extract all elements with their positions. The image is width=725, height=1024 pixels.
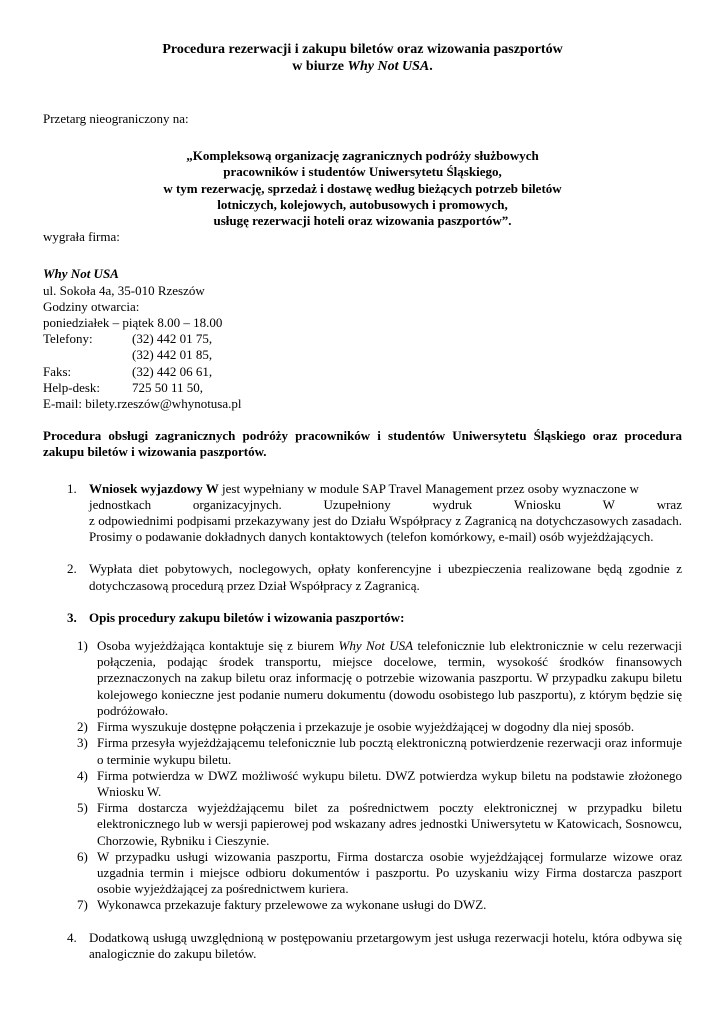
subject-line: usługę rezerwacji hoteli oraz wizowania paszportów”. xyxy=(213,213,512,229)
item-number: 4. xyxy=(67,929,77,945)
tender-subject xyxy=(43,148,682,229)
word: W xyxy=(602,496,615,512)
contact-value: 725 50 11 50, xyxy=(132,379,204,395)
step-text-part: Osoba wyjeżdżająca kontaktuje się z biurem xyxy=(97,638,339,654)
tender-intro: Przetarg nieograniczony na: xyxy=(43,111,189,126)
title-line-2-prefix: w biurze xyxy=(292,59,348,74)
step-number: 6) xyxy=(77,848,88,864)
subject-line: w tym rezerwację, sprzedaż i dostawę według bieżących potrzeb biletów xyxy=(163,180,562,196)
procedure-heading: Procedura obsługi zagranicznych podróży pracowników i studentów Uniwersytetu Śląskiego oraz procedura zakupu biletów i wizowania paszportów. xyxy=(43,428,682,460)
procedure-list xyxy=(43,481,682,962)
step-text: W przypadku usługi wizowania paszportu, Firma dostarcza osobie wyjeżdżającej formularze wizowe oraz uzgadnia termin i miejsce odbioru dokumentów i paszportu. Po uzyskaniu wizy Firma dostarcza paszport osobie wyjeżdżającej za pośrednictwem kuriera. xyxy=(97,848,682,897)
list-item xyxy=(43,481,682,546)
item-body xyxy=(89,610,682,626)
contact-value: (32) 442 06 61, xyxy=(132,363,213,379)
subject-line: lotniczych, kolejowych, autobusowych i promowych, xyxy=(217,196,508,212)
step-number: 1) xyxy=(77,638,88,654)
word: organizacyjnych. xyxy=(192,496,282,512)
company-email: E-mail: bilety.rzeszów@whynotusa.pl xyxy=(43,396,242,412)
procedure-steps xyxy=(43,638,682,913)
item-body xyxy=(89,481,682,546)
step-text: Firma przesyła wyjeżdżającemu telefonicznie lub pocztą elektroniczną potwierdzenie rezerwacji oraz informuje o terminie wykupu biletu. xyxy=(97,735,682,767)
word: wydruk xyxy=(432,496,473,512)
title-line-2 xyxy=(43,58,682,75)
opening-hours: poniedziałek – piątek 8.00 – 18.00 xyxy=(43,315,223,331)
item-number: 3. xyxy=(67,609,77,625)
item-number: 2. xyxy=(67,561,77,577)
document-title xyxy=(43,41,682,75)
company-address: ul. Sokoła 4a, 35-010 Rzeszów xyxy=(43,282,205,298)
step-item xyxy=(77,735,682,767)
step-item xyxy=(77,719,682,735)
step-number: 4) xyxy=(77,767,88,783)
word: jednostkach xyxy=(89,496,152,512)
step-number: 3) xyxy=(77,735,88,751)
item-body: Wypłata diet pobytowych, noclegowych, opłaty konferencyjne i ubezpieczenia realizowane będą zgodnie z dotychczasową procedurą przez Dział Współpracy z Zagranicą. xyxy=(89,561,682,593)
contact-row-helpdesk xyxy=(43,380,682,396)
step-company-name: Why Not USA xyxy=(338,638,414,654)
title-line-2-suffix: . xyxy=(429,59,433,74)
word: Uzupełniony xyxy=(323,496,391,512)
step-item xyxy=(77,768,682,800)
contact-value: (32) 442 01 85, xyxy=(132,347,213,363)
step-item xyxy=(77,800,682,849)
subject-line: „Kompleksową organizację zagranicznych podróży służbowych xyxy=(186,148,539,164)
step-item xyxy=(77,638,682,719)
list-item xyxy=(43,610,682,626)
contact-value: (32) 442 01 75, xyxy=(132,331,213,347)
winner-label: wygrała firma: xyxy=(43,229,120,245)
step-item xyxy=(77,849,682,898)
item-text: z odpowiednimi podpisami przekazywany jest do Działu Współpracy z Zagranicą na dotychczasowych zasadach. Prosimy o podawanie dokładnych danych kontaktowych (telefon komórkowy, e-mail) osób wyjeżdżających. xyxy=(89,513,682,545)
travel-request-term: Wniosek wyjazdowy W xyxy=(89,480,219,496)
step-text: Firma dostarcza wyjeżdżającemu bilet za pośrednictwem poczty elektronicznej w przypadku biletu elektronicznego lub w wersji papierowej pod wskazany adres jednostki Uniwersytetu w Katowicach, Sosnowcu, Chorzowie, Rybniku i Cieszynie. xyxy=(97,800,682,848)
word: Wniosku xyxy=(513,496,561,512)
step-text-part: telefonicznie lub elektronicznie w celu rezerwacji połączenia, podając środek transportu, miejsce docelowe, termin, wysokość środków finansowych przeznaczonych na zakup biletu oraz informację o potrzebie wizowania paszportu. W przypadku zakupu biletu kolejowego konieczne jest podanie numeru dokumentu (dowodu osobistego lub paszportu), z którym będzie się podróżowało. xyxy=(97,638,682,718)
subject-line: pracowników i studentów Uniwersytetu Śląskiego, xyxy=(223,164,502,180)
justified-line xyxy=(89,497,682,513)
procedure-description-heading: Opis procedury zakupu biletów i wizowania paszportów: xyxy=(89,609,405,625)
hours-label: Godziny otwarcia: xyxy=(43,298,140,314)
contact-row-phone-1 xyxy=(43,331,682,347)
step-item xyxy=(77,897,682,913)
contact-label: Help-desk: xyxy=(43,379,101,395)
company-name: Why Not USA xyxy=(43,266,119,282)
step-text: Firma potwierdza w DWZ możliwość wykupu biletu. DWZ potwierdza wykup biletu na podstawie złożonego Wniosku W. xyxy=(97,767,682,799)
title-company-name: Why Not USA xyxy=(347,59,430,74)
item-body: Dodatkową usługą uwzględnioną w postępowaniu przetargowym jest usługa rezerwacji hotelu, która odbywa się analogicznie do zakupu biletów. xyxy=(89,929,682,961)
contact-row-fax xyxy=(43,364,682,380)
item-text: jest wypełniany w module SAP Travel Management przez osoby wyznaczone w xyxy=(218,480,639,496)
contact-label: Faks: xyxy=(43,363,72,379)
step-text: Wykonawca przekazuje faktury przelewowe za wykonane usługi do DWZ. xyxy=(97,897,487,913)
step-text: Firma wyszukuje dostępne połączenia i przekazuje je osobie wyjeżdżającej w dogodny dla niej sposób. xyxy=(97,719,635,735)
step-number: 2) xyxy=(77,719,88,735)
word: wraz xyxy=(656,496,682,512)
contact-row-phone-2 xyxy=(43,347,682,363)
list-item xyxy=(43,561,682,593)
contact-label: Telefony: xyxy=(43,331,93,347)
list-item xyxy=(43,930,682,962)
item-number: 1. xyxy=(67,480,77,496)
step-number: 7) xyxy=(77,897,88,913)
contact-label xyxy=(43,347,132,363)
step-number: 5) xyxy=(77,800,88,816)
step-text xyxy=(97,638,682,719)
title-line-1: Procedura rezerwacji i zakupu biletów oraz wizowania paszportów xyxy=(162,42,563,57)
